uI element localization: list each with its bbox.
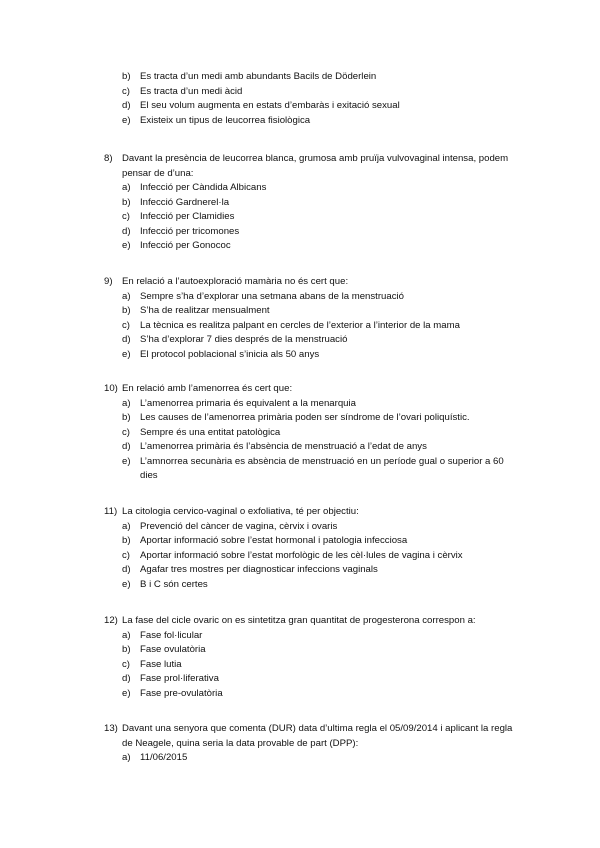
option-d: d) Fase prol·liferativa (122, 673, 219, 684)
option-c: c) Infecció per Clamidies (122, 211, 235, 222)
option-c: c) Fase lutia (122, 658, 182, 670)
question-11 (104, 505, 514, 592)
option-b: b) Infecció Gardnerel·la (122, 196, 230, 208)
option-a: a) 11/06/2015 (122, 752, 188, 763)
option-d: d) Infecció per tricomones (122, 225, 240, 237)
question-stem: 10) En relació amb l’amenorrea és cert que: (104, 383, 293, 394)
option-e: e) El protocol poblacional s’inicia als 50 anys (122, 348, 320, 360)
option-a: a) Infecció per Càndida Albicans (122, 182, 267, 193)
option-d: d) El seu volum augmenta en estats d’embaràs i exitació sexual (122, 100, 400, 111)
option-d: d) Agafar tres mostres per diagnosticar infeccions vaginals (122, 564, 378, 575)
option-c: c) La tècnica es realitza palpant en cercles de l’exterior a l’interior de la mama (122, 319, 460, 331)
question-12 (104, 614, 514, 701)
option-b: b) Aportar informació sobre l’estat hormonal i patologia infecciosa (122, 535, 408, 546)
option-c: c) Aportar informació sobre l’estat morfològic de les cèl·lules de vagina i cèrvix (122, 549, 463, 561)
question-7-continued (104, 70, 514, 128)
option-b: b) Les causes de l’amenorrea primària poden ser síndrome de l’ovari poliquístic. (122, 412, 470, 423)
option-b: b) Fase ovulatòria (122, 644, 206, 655)
option-e: e) Existeix un tipus de leucorrea fisiològica (122, 114, 311, 126)
option-b: b) S’ha de realitzar mensualment (122, 305, 270, 316)
option-d: d) L’amenorrea primària és l’absència de menstruació a l’edat de anys (122, 441, 427, 452)
option-a: a) Sempre s’ha d’explorar una setmana abans de la menstruació (122, 290, 404, 302)
option-c: c) Es tracta d’un medi àcid (122, 85, 243, 97)
option-a: a) Fase fol·licular (122, 629, 203, 641)
option-e: e) L’amnorrea secunària es absència de menstruació en un període gual o superior a 60 dies (122, 455, 504, 481)
question-stem: 11) La citologia cervico-vaginal o exfoliativa, té per objectiu: (104, 506, 359, 517)
option-a: a) Prevenció del càncer de vagina, cèrvix i ovaris (122, 520, 338, 532)
question-stem: 9) En relació a l’autoexploració mamària no és cert que: (104, 276, 349, 287)
option-c: c) Sempre és una entitat patològica (122, 426, 281, 438)
option-b: b) Es tracta d’un medi amb abundants Bacils de Döderlein (122, 71, 377, 82)
question-stem: 8) Davant la presència de leucorrea blanca, grumosa amb pruïja vulvovaginal intensa, podem pensar de d’una: (104, 153, 509, 179)
option-e: e) B i C són certes (122, 578, 208, 590)
option-d: d) S’ha d’explorar 7 dies després de la menstruació (122, 334, 348, 345)
question-10 (104, 382, 514, 484)
question-8 (104, 152, 514, 254)
question-13 (104, 722, 514, 766)
option-a: a) L’amenorrea primaria és equivalent a la menarquia (122, 397, 356, 409)
question-stem: 13) Davant una senyora que comenta (DUR) data d’ultima regla el 05/09/2014 i aplicant la regla de Neagele, quina seria la data provable de part (DPP): (104, 723, 513, 749)
option-e: e) Fase pre-ovulatòria (122, 687, 223, 699)
question-stem: 12) La fase del cicle ovaric on es sintetitza gran quantitat de progesterona correspon a: (104, 615, 476, 626)
question-9 (104, 275, 514, 362)
option-e: e) Infecció per Gonococ (122, 240, 231, 251)
